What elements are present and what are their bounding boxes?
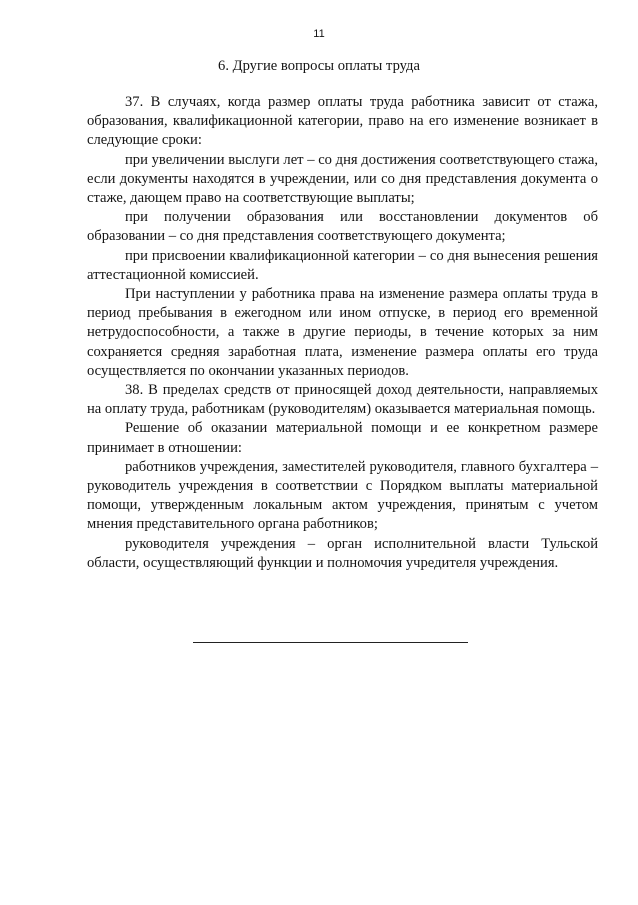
document-body [87, 93, 598, 573]
paragraph-employees: работников учреждения, заместителей руководителя, главного бухгалтера – руководитель учреждения в соответствии с Порядком выплаты материальной помощи, утвержденным локальным актом учреждения, принятым с учетом мнения представительного органа работников; [87, 458, 598, 533]
paragraph-37-intro: 37. В случаях, когда размер оплаты труда работника зависит от стажа, образования, квалификационной категории, право на его изменение возникает в следующие сроки: [87, 94, 598, 149]
paragraph-qualification-category: при присвоении квалификационной категории – со дня вынесения решения аттестационной комиссией. [87, 247, 598, 283]
end-of-document-rule [193, 642, 468, 643]
paragraph-head-of-institution: руководителя учреждения – орган исполнительной власти Тульской области, осуществляющий функции и полномочия учредителя учреждения. [87, 535, 598, 571]
paragraph-vacation-period: При наступлении у работника права на изменение размера оплаты труда в период пребывания в ежегодном или ином отпуске, в период его временной нетрудоспособности, а также в другие периоды, в течение которых за ним сохраняется средняя заработная плата, изменение размера оплаты его труда осуществляется по окончании указанных периодов. [87, 286, 598, 379]
section-title: 6. Другие вопросы оплаты труда [218, 58, 420, 74]
page-number: 11 [313, 28, 325, 40]
paragraph-education: при получении образования или восстановлении документов об образовании – со дня представления соответствующего документа; [87, 209, 598, 245]
paragraph-seniority-increase: при увеличении выслуги лет – со дня достижения соответствующего стажа, если документы находятся в учреждении, или со дня представления документа о стаже, дающем право на соответствующие выплаты; [87, 151, 598, 207]
paragraph-decision: Решение об оказании материальной помощи и ее конкретном размере принимает в отношении: [87, 420, 598, 456]
paragraph-38-intro: 38. В пределах средств от приносящей доход деятельности, направляемых на оплату труда, работникам (руководителям) оказывается материальная помощь. [87, 382, 598, 418]
